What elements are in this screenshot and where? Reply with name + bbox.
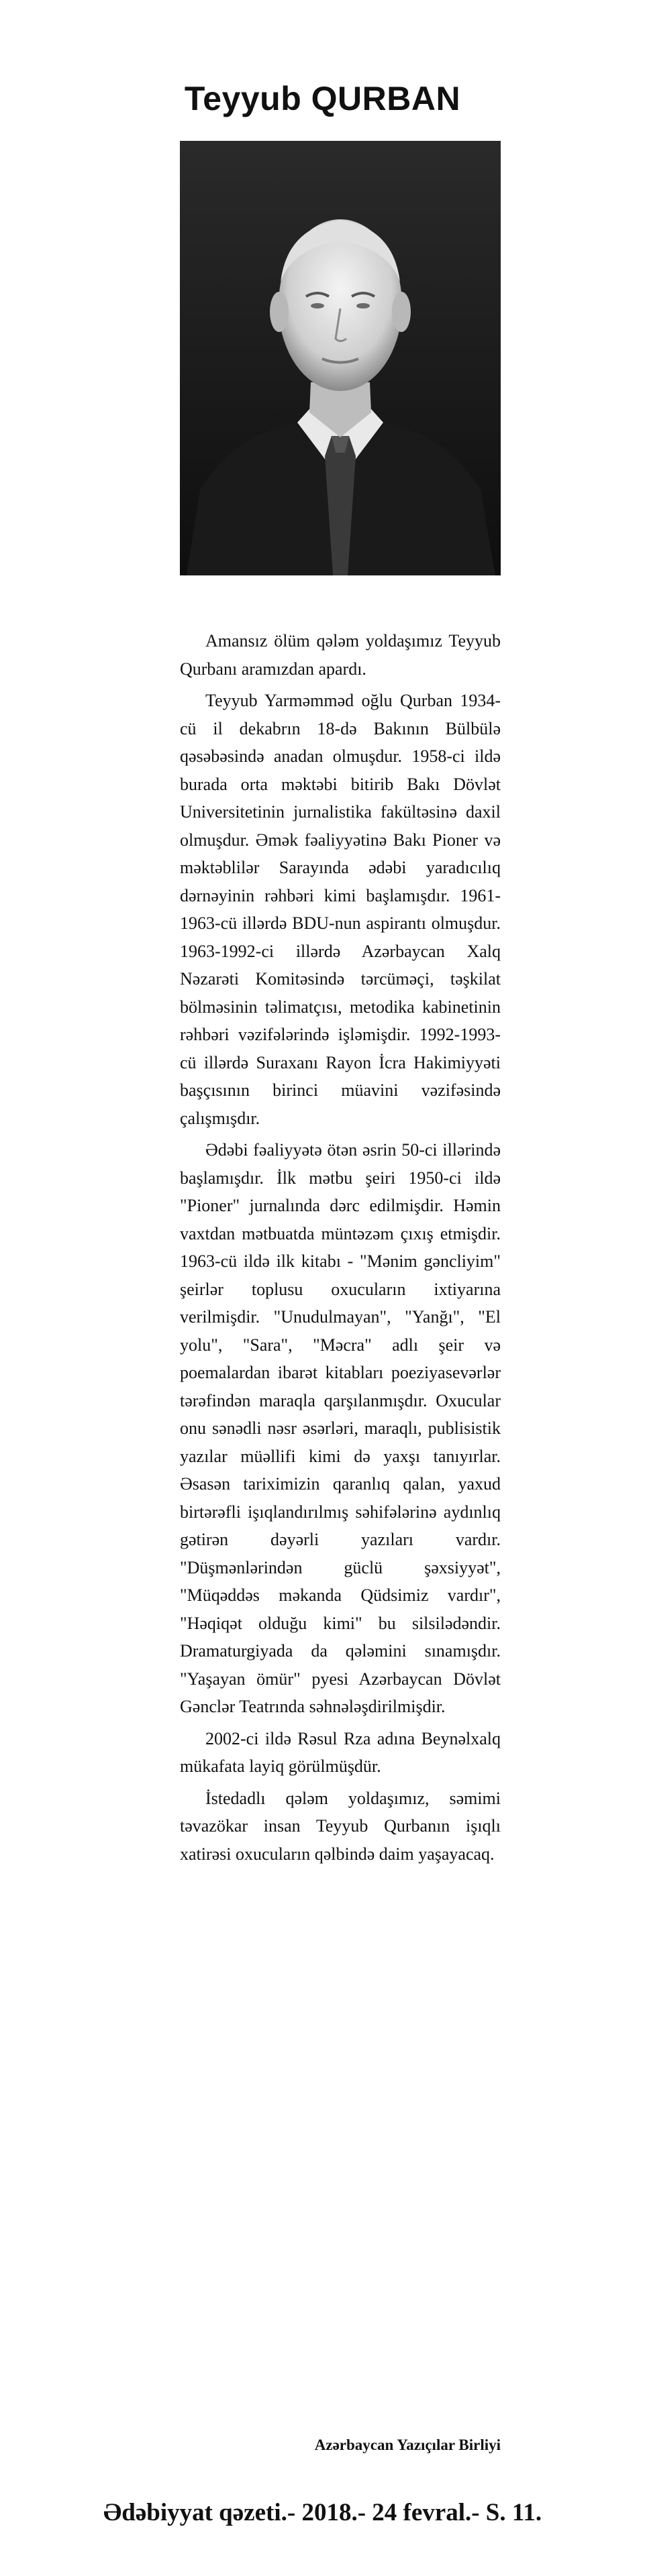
article-paragraph: 2002-ci ildə Rəsul Rza adına Beynəlxalq mükafata layiq görülmüşdür. [180,1728,501,1776]
portrait-image [180,141,501,575]
page-title: Teyyub QURBAN [184,80,461,117]
author-portrait [180,141,501,575]
article-paragraph: Teyyub Yarməmməd oğlu Qurban 1934-cü il dekabrın 18-də Bakının Bülbülə qəsəbəsində anadan olmuşdur. 1958-ci ildə burada orta məktəbi bitirib Bakı Dövlət Universitetinin jurnalistika fakültəsinə daxil olmuşdur. Əmək fəaliyyətinə Bakı Pioner və məktəblilər Sarayında ədəbi yaradıcılıq dərnəyinin rəhbəri kimi başlamışdır. 1961-1963-cü illərdə BDU-nun aspirantı olmuşdur. 1963-1992-ci illərdə Azərbaycan Xalq Nəzarəti Komitəsində tərcüməçi, təşkilat bölməsinin təlimatçısı, metodika kabinetinin rəhbəri vəzifələrində işləmişdir. 1992-1993-cü illərdə Suraxanı Rayon İcra Hakimiyyəti başçısının birinci müavini vəzifəsində çalışmışdır. [180,691,501,1128]
article-paragraph: Amansız ölüm qələm yoldaşımız Teyyub Qurbanı aramızdan apardı. [180,631,501,679]
source-citation: Ədəbiyyat qəzeti.- 2018.- 24 fevral.- S. 11. [103,2499,542,2526]
article-paragraph: İstedadlı qələm yoldaşımız, səmimi təvazökar insan Teyyub Qurbanın işıqlı xatirəsi oxucuların qəlbində daim yaşayacaq. [180,1788,501,1864]
article-paragraph: Ədəbi fəaliyyətə ötən əsrin 50-ci illərində başlamışdır. İlk mətbu şeiri 1950-ci ildə "Pioner" jurnalında dərc edilmişdir. Həmin vaxtdan mətbuatda müntəzəm çıxış etmişdir. 1963-cü ildə ilk kitabı - "Mənim gəncliyim" şeirlər toplusu oxucuların ixtiyarına verilmişdir. "Unudulmayan", "Yanğı", "El yolu", "Sara", "Məcra" adlı şeir və poemalardan ibarət kitabları poeziyasevərlər tərəfindən maraqla qarşılanmışdır. Oxucular onu sənədli nəsr əsərləri, maraqlı, publisistik yazılar müəllifi kimi də yaxşı tanıyırlar. Əsasən tariximizin qaranlıq qalan, yaxud birtərəfli işıqlandırılmış səhifələrinə aydınlıq gətirən dəyərli yazıları vardır. "Düşmənlərindən güclü şəxsiyyət", "Müqəddəs məkanda Qüdsimiz vardır", "Həqiqət olduğu kimi" bu silsilədəndir. Dramaturgiyada da qələmini sınamışdır. "Yaşayan ömür" pyesi Azərbaycan Dövlət Gənclər Teatrında səhnələşdirilmişdir. [180,1140,501,1716]
article-signature: Azərbaycan Yazıçılar Birliyi [314,2437,501,2453]
obituary-article [180,627,501,1868]
